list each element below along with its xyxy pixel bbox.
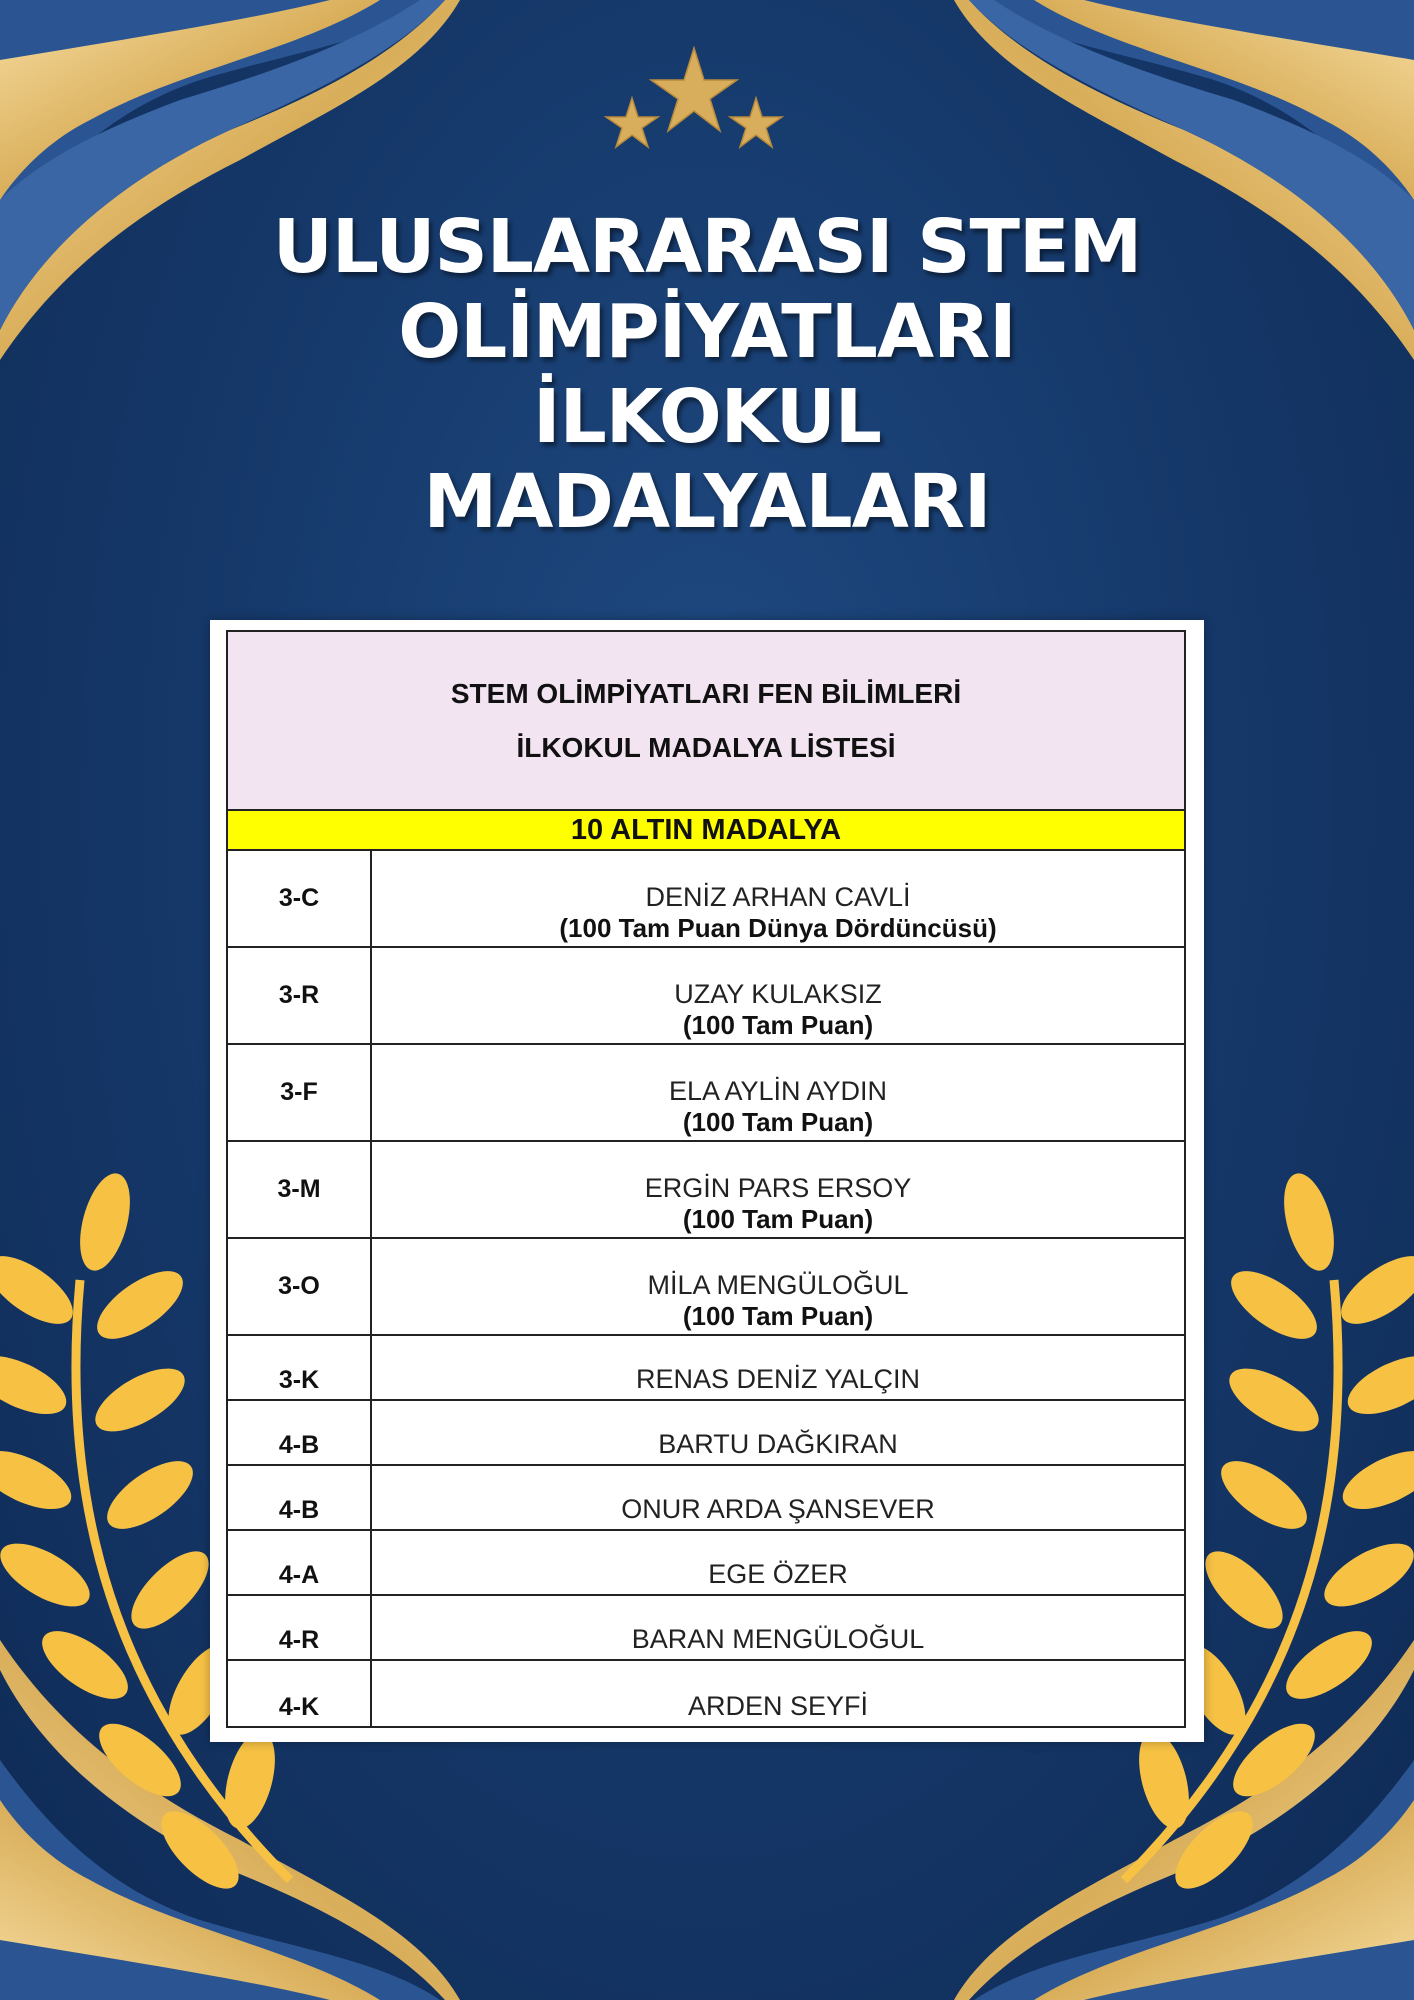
poster-title — [0, 205, 1414, 545]
student-cell — [372, 1142, 1184, 1237]
class-cell: 4-R — [228, 1596, 372, 1659]
medal-table — [226, 630, 1186, 1728]
medal-list-sheet — [210, 620, 1204, 1742]
table-row — [228, 1045, 1184, 1142]
score-note: (100 Tam Puan) — [682, 1301, 874, 1331]
score-note: (100 Tam Puan) — [682, 1107, 874, 1137]
student-name: ERGİN PARS ERSOY — [644, 1173, 912, 1203]
student-name: BARAN MENGÜLOĞUL — [631, 1624, 925, 1654]
table-header-line: İLKOKUL MADALYA LİSTESİ — [516, 731, 896, 763]
score-note: (100 Tam Puan) — [682, 1010, 874, 1040]
title-line: MADALYALARI — [423, 459, 991, 545]
score-note: (100 Tam Puan) — [682, 1204, 874, 1234]
class-cell: 4-K — [228, 1661, 372, 1726]
gold-medal-section-title: 10 ALTIN MADALYA — [228, 811, 1184, 851]
student-name: ELA AYLİN AYDIN — [668, 1076, 888, 1106]
table-row — [228, 1466, 1184, 1531]
class-cell: 3-O — [228, 1239, 372, 1334]
class-cell: 3-R — [228, 948, 372, 1043]
table-row — [228, 851, 1184, 948]
student-name: EGE ÖZER — [708, 1559, 848, 1589]
student-cell — [372, 1596, 1184, 1659]
student-cell — [372, 851, 1184, 946]
student-cell — [372, 1531, 1184, 1594]
class-cell: 4-A — [228, 1531, 372, 1594]
stars-icon — [606, 48, 782, 147]
table-row — [228, 1596, 1184, 1661]
student-cell — [372, 1401, 1184, 1464]
student-cell — [372, 1661, 1184, 1726]
table-row — [228, 1239, 1184, 1336]
student-name: RENAS DENİZ YALÇIN — [635, 1364, 921, 1394]
table-row — [228, 1142, 1184, 1239]
student-name: UZAY KULAKSIZ — [674, 979, 882, 1009]
class-cell: 3-M — [228, 1142, 372, 1237]
student-cell — [372, 1239, 1184, 1334]
student-name: MİLA MENGÜLOĞUL — [647, 1270, 909, 1300]
student-name: DENİZ ARHAN CAVLİ — [645, 882, 911, 912]
class-cell: 4-B — [228, 1401, 372, 1464]
student-name: BARTU DAĞKIRAN — [658, 1429, 898, 1459]
score-note: (100 Tam Puan Dünya Dördüncüsü) — [559, 913, 997, 943]
student-cell — [372, 1336, 1184, 1399]
title-line: İLKOKUL — [533, 374, 881, 460]
table-header-line: STEM OLİMPİYATLARI FEN BİLİMLERİ — [450, 677, 962, 709]
table-row — [228, 1531, 1184, 1596]
class-cell: 3-C — [228, 851, 372, 946]
class-cell: 4-B — [228, 1466, 372, 1529]
class-cell: 3-K — [228, 1336, 372, 1399]
student-name: ONUR ARDA ŞANSEVER — [621, 1494, 935, 1524]
student-cell — [372, 1045, 1184, 1140]
table-row — [228, 1336, 1184, 1401]
table-row — [228, 1661, 1184, 1726]
table-header — [228, 632, 1184, 811]
student-name: ARDEN SEYFİ — [687, 1691, 869, 1721]
title-line: OLİMPİYATLARI — [398, 289, 1016, 375]
class-cell: 3-F — [228, 1045, 372, 1140]
student-cell — [372, 1466, 1184, 1529]
title-line: ULUSLARARASI STEM — [272, 204, 1142, 290]
student-cell — [372, 948, 1184, 1043]
table-row — [228, 1401, 1184, 1466]
table-row — [228, 948, 1184, 1045]
